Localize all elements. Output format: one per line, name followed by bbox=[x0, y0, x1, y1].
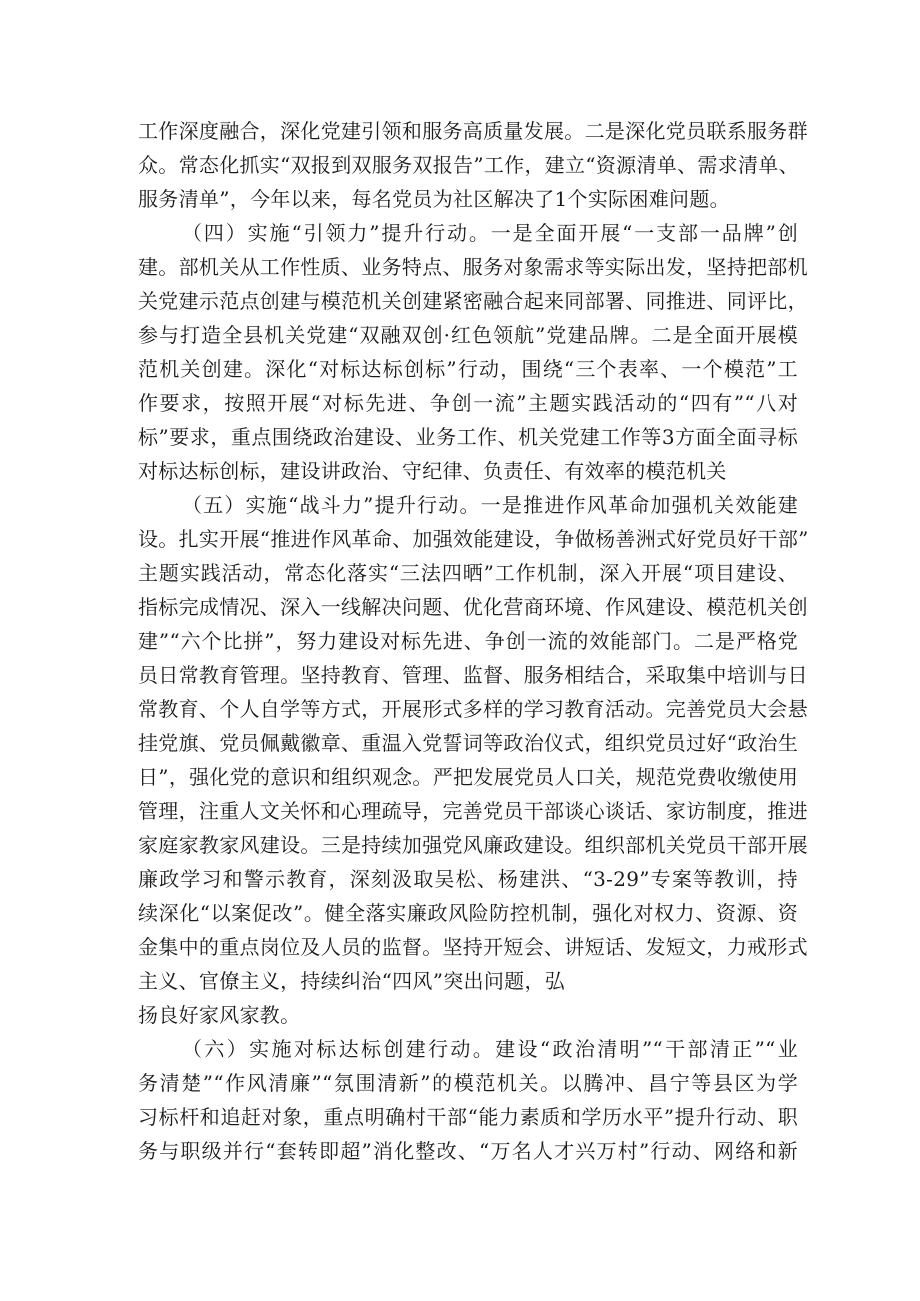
text-line: 金集中的重点岗位及人员的监督。坚持开短会、讲短话、发短文，力戒形式 bbox=[138, 935, 808, 959]
text-line: 务清楚”“作风清廉”“氛围清新”的模范机关。以腾冲、昌宁等县区为学 bbox=[138, 1071, 798, 1095]
text-line: 扬良好家风家教。 bbox=[138, 1003, 301, 1027]
text-line: 习标杆和追赶对象，重点明确村干部“能力素质和学历水平”提升行动、职 bbox=[138, 1105, 798, 1129]
paragraph-1 bbox=[138, 114, 808, 216]
text-line: 作要求，按照开展“对标先进、争创一流”主题实践活动的“四有”“八对 bbox=[138, 391, 798, 415]
text-line: 日”，强化党的意识和组织观念。严把发展党员人口关，规范党费收缴使用 bbox=[138, 765, 799, 789]
text-line: 管理，注重人文关怀和心理疏导，完善党员干部谈心谈话、家访制度，推进 bbox=[138, 799, 808, 823]
text-line: （五）实施“战斗力”提升行动。一是推进作风革命加强机关效能建 bbox=[182, 493, 798, 517]
paragraph-3 bbox=[138, 488, 809, 1032]
text-line: 务与职级并行“套转即超”消化整改、“万名人才兴万村”行动、网络和新 bbox=[138, 1139, 798, 1163]
text-line: 众。常态化抓实“双报到双服务双报告”工作，建立“资源清单、需求清单、 bbox=[138, 153, 799, 177]
document-body bbox=[138, 114, 809, 1168]
text-line: 参与打造全县机关党建“双融双创·红色领航”党建品牌。二是全面开展模 bbox=[138, 323, 798, 347]
text-line: （四）实施“引领力”提升行动。一是全面开展“一支部一品牌”创 bbox=[182, 221, 798, 245]
text-line: 标”要求，重点围绕政治建设、业务工作、机关党建工作等3方面全面寻标 bbox=[138, 425, 798, 449]
text-line: 建。部机关从工作性质、业务特点、服务对象需求等实际出发，坚持把部机 bbox=[138, 255, 808, 279]
text-line: 工作深度融合，深化党建引领和服务高质量发展。二是深化党员联系服务群 bbox=[138, 119, 808, 143]
text-line: 对标达标创标，建设讲政治、守纪律、负责任、有效率的模范机关 bbox=[138, 459, 727, 483]
text-line: 主题实践活动，常态化落实“三法四晒”工作机制，深入开展“项目建设、 bbox=[138, 561, 798, 585]
text-line: 廉政学习和警示教育，深刻汲取吴松、杨建洪、“3-29”专案等教训，持 bbox=[138, 867, 798, 891]
text-line: （六）实施对标达标创建行动。建设“政治清明”“干部清正”“业 bbox=[182, 1037, 798, 1061]
text-line: 常教育、个人自学等方式，开展形式多样的学习教育活动。完善党员大会悬 bbox=[138, 697, 808, 721]
text-line: 建”“六个比拼”，努力建设对标先进、争创一流的效能部门。二是严格党 bbox=[138, 629, 798, 653]
text-line: 指标完成情况、深入一线解决问题、优化营商环境、作风建设、模范机关创 bbox=[138, 595, 808, 619]
text-line: 员日常教育管理。坚持教育、管理、监督、服务相结合，采取集中培训与日 bbox=[138, 663, 808, 687]
text-line: 主义、官僚主义，持续纠治“四风”突出问题，弘 bbox=[138, 969, 566, 993]
text-line: 挂党旗、党员佩戴徽章、重温入党誓词等政治仪式，组织党员过好“政治生 bbox=[138, 731, 799, 755]
text-line: 范机关创建。深化“对标达标创标”行动，围绕“三个表率、一个模范”工 bbox=[138, 357, 798, 381]
paragraph-4 bbox=[138, 1032, 798, 1168]
text-line: 关党建示范点创建与模范机关创建紧密融合起来同部署、同推进、同评比， bbox=[138, 289, 808, 313]
paragraph-2 bbox=[138, 216, 808, 488]
text-line: 设。扎实开展“推进作风革命、加强效能建设，争做杨善洲式好党员好干部” bbox=[138, 527, 809, 551]
text-line: 家庭家教家风建设。三是持续加强党风廉政建设。组织部机关党员干部开展 bbox=[138, 833, 808, 857]
text-line: 续深化“以案促改”。健全落实廉政风险防控机制，强化对权力、资源、资 bbox=[138, 901, 798, 925]
text-line: 服务清单”，今年以来，每名党员为社区解决了1个实际困难问题。 bbox=[138, 187, 730, 211]
